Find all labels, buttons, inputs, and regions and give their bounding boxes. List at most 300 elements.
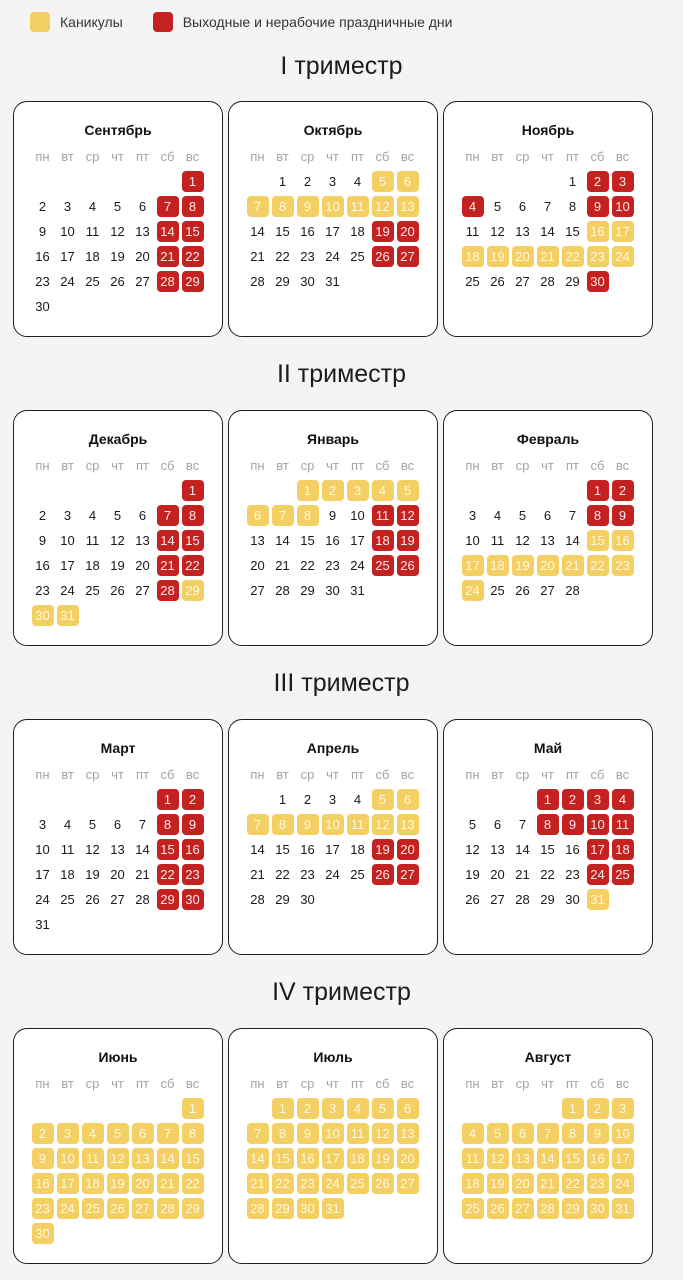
day-cell: 24 [350,558,365,573]
day-cell: 27 [515,274,530,289]
day-cell: 23 [35,583,50,598]
weekday-label: ср [515,1076,530,1091]
weekday-label: вт [276,767,289,782]
vacation-day-cell: 29 [182,1198,204,1219]
weekday-label: вс [400,149,415,164]
day-cell: 26 [490,274,505,289]
vacation-day-cell: 11 [347,196,369,217]
weekday-label: пт [351,458,364,473]
day-cell: 4 [353,174,362,189]
day-cell: 25 [465,274,480,289]
vacation-day-cell: 5 [487,1123,509,1144]
day-cell: 3 [63,199,72,214]
day-cell: 23 [565,867,580,882]
holiday-day-cell: 3 [612,171,634,192]
weekday-label: вт [491,1076,504,1091]
vacation-day-cell: 6 [397,171,419,192]
day-cell: 16 [300,224,315,239]
weekday-label: сб [160,1076,175,1091]
day-cell: 28 [250,274,265,289]
weekday-label: пт [136,149,149,164]
weekday-label: ср [85,1076,100,1091]
vacation-day-cell: 19 [487,246,509,267]
day-cell: 26 [85,892,100,907]
holiday-day-cell: 27 [397,864,419,885]
empty-cell [537,171,559,192]
holiday-day-cell: 15 [157,839,179,860]
day-cell: 27 [490,892,505,907]
holiday-day-cell: 30 [182,889,204,910]
day-cell: 24 [325,249,340,264]
weekday-label: пн [465,458,480,473]
vacation-day-cell: 16 [587,1148,609,1169]
holiday-day-cell: 9 [182,814,204,835]
day-cell: 29 [275,274,290,289]
day-cell: 16 [300,842,315,857]
month-grid [460,144,635,294]
day-cell: 29 [300,583,315,598]
day-cell: 18 [350,842,365,857]
holiday-day-cell: 20 [397,221,419,242]
weekday-label: пн [465,149,480,164]
weekday-label: сб [375,149,390,164]
vacation-day-cell: 28 [157,1198,179,1219]
holiday-day-cell: 7 [157,196,179,217]
month-name: Март [100,740,136,756]
day-cell: 10 [465,533,480,548]
vacation-day-cell: 5 [372,171,394,192]
vacation-day-cell: 15 [562,1148,584,1169]
vacation-day-cell: 3 [57,1123,79,1144]
day-cell: 7 [138,817,147,832]
vacation-day-cell: 20 [132,1173,154,1194]
day-cell: 3 [63,508,72,523]
vacation-day-cell: 12 [372,814,394,835]
weekday-label: пн [465,1076,480,1091]
month-card [443,101,653,337]
day-cell: 10 [60,533,75,548]
vacation-day-cell: 2 [322,480,344,501]
vacation-day-cell: 30 [297,1198,319,1219]
weekday-label: пн [35,1076,50,1091]
day-cell: 16 [35,558,50,573]
month-card [443,1028,653,1264]
empty-cell [157,1098,179,1119]
vacation-day-cell: 1 [272,1098,294,1119]
weekday-label: сб [160,149,175,164]
day-cell: 20 [110,867,125,882]
vacation-day-cell: 23 [587,246,609,267]
day-cell: 17 [350,533,365,548]
holiday-day-cell: 22 [182,555,204,576]
vacation-day-cell: 8 [272,1123,294,1144]
day-cell: 27 [135,274,150,289]
vacation-day-cell: 6 [247,505,269,526]
weekday-label: вс [185,767,200,782]
day-cell: 6 [138,508,147,523]
empty-cell [537,480,559,501]
vacation-day-cell: 17 [462,555,484,576]
day-cell: 28 [250,892,265,907]
vacation-day-cell: 7 [247,1123,269,1144]
holiday-day-cell: 14 [157,530,179,551]
holiday-day-cell: 9 [587,196,609,217]
vacation-day-cell: 9 [587,1123,609,1144]
day-cell: 4 [63,817,72,832]
vacation-day-cell: 30 [32,605,54,626]
weekday-label: вс [400,458,415,473]
day-cell: 6 [543,508,552,523]
weekday-label: вт [491,149,504,164]
vacation-day-cell: 13 [397,1123,419,1144]
holiday-day-cell: 25 [372,555,394,576]
holiday-day-cell: 21 [157,246,179,267]
day-cell: 8 [568,199,577,214]
weekday-label: вс [615,767,630,782]
vacation-day-cell: 19 [372,1148,394,1169]
day-cell: 4 [353,792,362,807]
vacation-day-cell: 17 [612,1148,634,1169]
vacation-day-cell: 22 [562,1173,584,1194]
day-cell: 14 [275,533,290,548]
vacation-day-cell: 31 [322,1198,344,1219]
month-name: Ноябрь [521,122,575,138]
day-cell: 22 [540,867,555,882]
day-cell: 25 [85,274,100,289]
legend-holidays [153,12,453,32]
weekday-label: сб [590,1076,605,1091]
day-cell: 31 [35,917,50,932]
day-cell: 21 [250,867,265,882]
vacation-day-cell: 6 [397,1098,419,1119]
day-cell: 7 [543,199,552,214]
month-card [228,410,438,646]
empty-cell [157,171,179,192]
holiday-day-cell: 8 [537,814,559,835]
empty-cell [247,1098,269,1119]
weekday-label: ср [85,149,100,164]
vacation-day-cell: 19 [487,1173,509,1194]
day-cell: 22 [275,249,290,264]
vacation-day-cell: 28 [537,1198,559,1219]
holiday-day-cell: 1 [182,171,204,192]
day-cell: 23 [35,274,50,289]
month-grid [245,762,420,912]
month-grid [30,144,205,319]
weekday-label: чт [111,149,124,164]
day-cell: 24 [60,583,75,598]
vacation-day-cell: 23 [587,1173,609,1194]
day-cell: 21 [135,867,150,882]
day-cell: 9 [38,224,47,239]
day-cell: 4 [88,508,97,523]
weekday-label: чт [326,1076,339,1091]
holiday-day-cell: 21 [157,555,179,576]
weekday-label: вт [61,767,74,782]
month-grid [30,1071,205,1246]
day-cell: 7 [568,508,577,523]
empty-cell [462,480,484,501]
month-grid [460,1071,635,1221]
weekday-label: вс [185,1076,200,1091]
vacation-day-cell: 9 [297,814,319,835]
empty-cell [487,1098,509,1119]
day-cell: 2 [303,174,312,189]
vacation-day-cell: 11 [462,1148,484,1169]
weekday-label: сб [590,458,605,473]
month-card [13,719,223,955]
vacation-day-cell: 27 [512,1198,534,1219]
vacation-day-cell: 12 [487,1148,509,1169]
vacation-day-cell: 10 [612,1123,634,1144]
day-cell: 29 [565,274,580,289]
holiday-day-cell: 29 [182,271,204,292]
weekday-label: чт [326,767,339,782]
holiday-day-cell: 2 [182,789,204,810]
vacation-day-cell: 18 [487,555,509,576]
holiday-day-cell: 1 [157,789,179,810]
vacation-day-cell: 7 [157,1123,179,1144]
vacation-day-cell: 21 [537,246,559,267]
weekday-label: чт [111,1076,124,1091]
day-cell: 19 [465,867,480,882]
weekday-label: пт [136,767,149,782]
vacation-day-cell: 21 [537,1173,559,1194]
day-cell: 11 [465,224,480,239]
weekday-label: вт [61,1076,74,1091]
holiday-day-cell: 18 [612,839,634,860]
vacation-day-cell: 7 [272,505,294,526]
day-cell: 14 [515,842,530,857]
day-cell: 19 [85,867,100,882]
vacation-day-cell: 26 [487,1198,509,1219]
empty-cell [132,1098,154,1119]
legend-holidays-label: Выходные и нерабочие праздничные дни [182,14,453,30]
vacation-day-cell: 2 [587,1098,609,1119]
vacation-day-cell: 4 [347,1098,369,1119]
empty-cell [107,789,129,810]
holiday-day-cell: 20 [397,839,419,860]
day-cell: 14 [540,224,555,239]
vacation-day-cell: 8 [297,505,319,526]
vacation-day-cell: 30 [32,1223,54,1244]
weekday-label: ср [300,767,315,782]
day-cell: 31 [350,583,365,598]
day-cell: 28 [275,583,290,598]
vacation-day-cell: 20 [512,1173,534,1194]
vacation-day-cell: 4 [82,1123,104,1144]
empty-cell [82,171,104,192]
empty-cell [247,171,269,192]
vacation-day-cell: 10 [322,814,344,835]
weekday-label: чт [541,767,554,782]
holiday-day-cell: 15 [182,530,204,551]
day-cell: 5 [113,199,122,214]
day-cell: 15 [275,224,290,239]
vacation-day-cell: 24 [462,580,484,601]
day-cell: 25 [350,867,365,882]
month-name: Февраль [516,431,580,447]
weekday-label: чт [541,149,554,164]
vacation-day-cell: 22 [182,1173,204,1194]
month-grid [245,144,420,294]
holiday-day-cell: 9 [562,814,584,835]
vacation-day-cell: 19 [512,555,534,576]
empty-cell [32,480,54,501]
vacation-day-cell: 13 [512,1148,534,1169]
day-cell: 22 [300,558,315,573]
holiday-day-cell: 10 [587,814,609,835]
vacation-day-cell: 24 [322,1173,344,1194]
trimester-title: IV триместр [272,978,411,1006]
holiday-day-cell: 10 [612,196,634,217]
day-cell: 23 [300,867,315,882]
month-name: Июль [313,1049,353,1065]
day-cell: 6 [113,817,122,832]
vacation-day-cell: 5 [397,480,419,501]
day-cell: 12 [85,842,100,857]
day-cell: 27 [135,583,150,598]
holiday-day-cell: 23 [182,864,204,885]
vacation-day-cell: 25 [462,1198,484,1219]
empty-cell [32,789,54,810]
day-cell: 19 [110,249,125,264]
vacation-day-cell: 27 [397,1173,419,1194]
day-cell: 2 [38,199,47,214]
holiday-day-cell: 12 [397,505,419,526]
vacation-day-cell: 10 [322,196,344,217]
day-cell: 14 [565,533,580,548]
vacation-day-cell: 11 [347,814,369,835]
vacation-day-cell: 9 [297,1123,319,1144]
day-cell: 18 [60,867,75,882]
day-cell: 13 [540,533,555,548]
empty-cell [57,171,79,192]
weekday-label: пн [35,458,50,473]
day-cell: 28 [565,583,580,598]
day-cell: 3 [328,174,337,189]
vacation-day-cell: 11 [347,1123,369,1144]
month-card [443,719,653,955]
holiday-day-cell: 8 [587,505,609,526]
trimester-title: II триместр [276,360,407,388]
vacation-day-cell: 6 [397,789,419,810]
month-grid [245,1071,420,1221]
day-cell: 25 [60,892,75,907]
day-cell: 20 [490,867,505,882]
month-grid [30,762,205,937]
weekday-label: вс [615,458,630,473]
vacation-day-cell: 15 [182,1148,204,1169]
weekday-label: ср [300,149,315,164]
vacation-day-cell: 14 [247,1148,269,1169]
weekday-label: пн [250,1076,265,1091]
day-cell: 28 [540,274,555,289]
vacation-day-cell: 29 [182,580,204,601]
empty-cell [32,1098,54,1119]
day-cell: 25 [85,583,100,598]
weekday-label: вт [276,458,289,473]
day-cell: 26 [110,274,125,289]
day-cell: 14 [135,842,150,857]
holiday-day-cell: 17 [587,839,609,860]
day-cell: 28 [135,892,150,907]
vacation-day-cell: 18 [347,1148,369,1169]
weekday-label: сб [160,458,175,473]
month-name: Сентябрь [84,122,152,138]
weekday-label: сб [375,1076,390,1091]
vacation-swatch [30,12,50,32]
day-cell: 12 [110,533,125,548]
weekday-label: пт [351,767,364,782]
vacation-day-cell: 14 [157,1148,179,1169]
vacation-day-cell: 29 [272,1198,294,1219]
weekday-label: чт [326,149,339,164]
empty-cell [247,789,269,810]
day-cell: 13 [135,533,150,548]
vacation-day-cell: 5 [372,789,394,810]
vacation-day-cell: 12 [372,196,394,217]
vacation-day-cell: 25 [347,1173,369,1194]
legend-vacation-label: Каникулы [60,14,123,30]
empty-cell [107,480,129,501]
day-cell: 16 [565,842,580,857]
day-cell: 11 [490,533,505,548]
vacation-day-cell: 15 [272,1148,294,1169]
day-cell: 30 [300,274,315,289]
day-cell: 20 [135,558,150,573]
day-cell: 29 [275,892,290,907]
vacation-day-cell: 10 [57,1148,79,1169]
day-cell: 1 [278,174,287,189]
day-cell: 24 [35,892,50,907]
empty-cell [157,480,179,501]
empty-cell [512,171,534,192]
day-cell: 13 [110,842,125,857]
day-cell: 16 [35,249,50,264]
day-cell: 3 [468,508,477,523]
month-grid [460,762,635,912]
weekday-label: пт [566,1076,579,1091]
day-cell: 21 [275,558,290,573]
holiday-day-cell: 8 [182,196,204,217]
vacation-day-cell: 28 [247,1198,269,1219]
day-cell: 6 [493,817,502,832]
vacation-day-cell: 10 [322,1123,344,1144]
vacation-day-cell: 9 [32,1148,54,1169]
day-cell: 27 [540,583,555,598]
holiday-day-cell: 30 [587,271,609,292]
holiday-day-cell: 8 [157,814,179,835]
day-cell: 23 [300,249,315,264]
weekday-label: пн [35,149,50,164]
vacation-day-cell: 31 [57,605,79,626]
holiday-swatch [153,12,173,32]
vacation-day-cell: 1 [297,480,319,501]
holiday-day-cell: 19 [372,221,394,242]
day-cell: 14 [250,224,265,239]
vacation-day-cell: 7 [247,196,269,217]
empty-cell [82,789,104,810]
vacation-day-cell: 4 [462,1123,484,1144]
day-cell: 15 [540,842,555,857]
vacation-day-cell: 30 [587,1198,609,1219]
empty-cell [82,1098,104,1119]
vacation-day-cell: 26 [107,1198,129,1219]
vacation-day-cell: 22 [272,1173,294,1194]
weekday-label: ср [85,767,100,782]
vacation-day-cell: 14 [537,1148,559,1169]
